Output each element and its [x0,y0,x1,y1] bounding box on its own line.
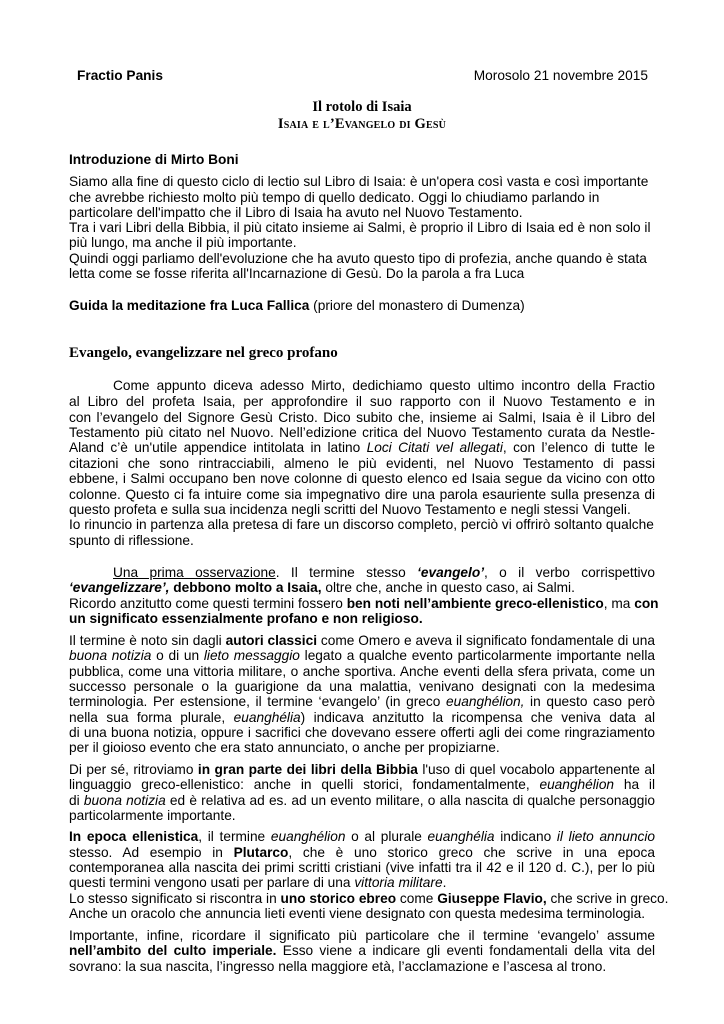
p2-line: ‘evangelizzare’, debbono molto a Isaia, oltre che, anche in questo caso, ai Salmi. [69,580,575,595]
intro-line: più lungo, ma anche il più importante. [69,235,297,250]
p1-line: Testamento più citato nel Nuovo. Nell’edizione critica del Nuovo Testamento curata da Nestle- [69,425,655,440]
p6-line: Importante, infine, ricordare il significato più particolare che il termine ‘evangelo’ assume [69,928,655,943]
intro-line: Siamo alla fine di questo ciclo di lectio sul Libro di Isaia: è un'opera così vasta e così importante [69,174,649,189]
p6-line: sovrano: la sua nascita, l’ingresso nella maggiore età, l’acclamazione e l’ascesa al trono. [69,959,607,974]
intro-line: Tra i vari Libri della Bibbia, il più citato insieme ai Salmi, è proprio il Libro di Isaia ed è non solo il [69,220,651,235]
p3-line: terminologia. Per estensione, il termine ‘evangelo’ (in greco euanghélion, in questo caso però [69,694,655,709]
p6-line: nell’ambito del culto imperiale. Esso viene a indicare gli eventi fondamentali della vita del [69,943,655,958]
p1-line: al Libro del profeta Isaia, per approfondire il suo rapporto con il Nuovo Testamento e in [69,394,655,409]
intro-line: particolare dell'impatto che il Libro di Isaia ha avuto nel Nuovo Testamento. [69,205,523,220]
p3-line: di una buona notizia, oppure i sacrifici che dovevano essere offerti agli dei come ringraziamento [69,725,655,740]
p1-line: Come appunto diceva adesso Mirto, dedichiamo questo ultimo incontro della Fractio [113,378,655,393]
p2-line: Ricordo anzitutto come questi termini fossero ben noti nell’ambiente greco-ellenistico, ma con [69,596,659,611]
p1-line: questo profeta e sulla sua incidenza negli scritti del Nuovo Testamento e negli stessi Vangeli. [69,502,631,517]
p5-line: contemporanea alla nascita dei primi scritti cristiani (vive infatti tra il 42 e il 120 d. C.), per lo più [69,860,655,875]
intro-line: letta come se fosse riferita all'Incarnazione di Gesù. Do la parola a fra Luca [69,266,525,281]
p4-line: particolarmente importante. [69,808,236,823]
header-title: Fractio Panis [77,68,163,83]
guide-name: Guida la meditazione fra Luca Fallica [69,298,310,313]
p4-line: di buona notizia ed è relativa ad es. ad un evento militare, o alla nascita di qualche personaggio [69,793,655,808]
p1-line: con l’evangelo del Signore Gesù Cristo. Dico subito che, insieme ai Salmi, Isaia è il Libro del [69,410,655,425]
intro-heading: Introduzione di Mirto Boni [69,152,239,167]
p3-line: successo personale o la guarigione da una malattia, venivano designati con la medesima [69,679,655,694]
p1-line: citazioni che sono rintracciabili, almeno le più evidenti, nel Nuovo Testamento di passi [69,456,655,471]
p5-line: questi termini vengono usati per parlare di una vittoria militare. [69,875,447,890]
p4-line: Di per sé, ritroviamo in gran parte dei libri della Bibbia l'uso di quel vocabolo appartenente al [69,762,655,777]
p1-line: colonne. Questo ci fa intuire come sia impegnativo dire una parola esauriente sulla presenza di [69,487,655,502]
p2-line: Una prima osservazione. Il termine stesso ‘evangelo’, o il verbo corrispettivo [113,565,655,580]
p2-line: un significato essenzialmente profano e non religioso. [69,611,423,626]
p5-line: Anche un oracolo che annuncia lieti eventi viene designato con questa medesima terminologia. [69,906,645,921]
header-date: Morosolo 21 novembre 2015 [473,68,648,83]
intro-line: Quindi oggi parliamo dell'evoluzione che ha avuto questo tipo di profezia, anche quando è stata [69,251,647,266]
p3-line: nella sua forma plurale, euanghélia) indicava anzitutto la ricompensa che veniva data al [69,710,655,725]
p5-line: stesso. Ad esempio in Plutarco, che è uno storico greco che scrive in una epoca [69,845,655,860]
section-heading: Evangelo, evangelizzare nel greco profano [69,345,338,361]
intro-line: che avrebbe richiesto molto più tempo di quello dedicato. Oggi lo chiudiamo parlando in [69,190,600,205]
p1-line: Aland c’è un'utile appendice intitolata in latino Loci Citati vel allegati, con l’elenco di tutte le [69,440,655,455]
p3-line: pubblica, come una vittoria militare, o anche sportiva. Anche eventi della sfera privata, come un [69,664,655,679]
p1-line: spunto di riflessione. [69,533,194,548]
guide-line [69,298,655,314]
document-subtitle: Isaia e l’Evangelo di Gesù [277,116,447,132]
p1-line: ebbene, i Salmi occupano ben nove colonne di questo elenco ed Isaia segue da vicino con otto [69,471,655,486]
p5-line: Lo stesso significato si riscontra in uno storico ebreo come Giuseppe Flavio, che scrive in greco. [69,891,669,906]
document-title: Il rotolo di Isaia [312,99,412,115]
latin-title: Loci Citati vel allegati [366,440,503,455]
p3-line: per il gioioso evento che era stato annunciato, o anche per propiziarne. [69,740,500,755]
p4-line: linguaggio greco-ellenistico: anche in quelli storici, fondamentalmente, euanghélion ha il [69,777,655,792]
p1-line: Io rinuncio in partenza alla pretesa di fare un discorso completo, perciò vi offrirò soltanto qualche [69,517,654,532]
p3-line: buona notizia o di un lieto messaggio legato a qualche evento particolarmente importante nella [69,648,655,663]
guide-role: (priore del monastero di Dumenza) [309,298,525,313]
p5-line: In epoca ellenistica, il termine euanghélion o al plurale euanghélia indicano il lieto annuncio [69,829,655,844]
p3-line: Il termine è noto sin dagli autori classici come Omero e aveva il significato fondamentale di una [69,633,655,648]
